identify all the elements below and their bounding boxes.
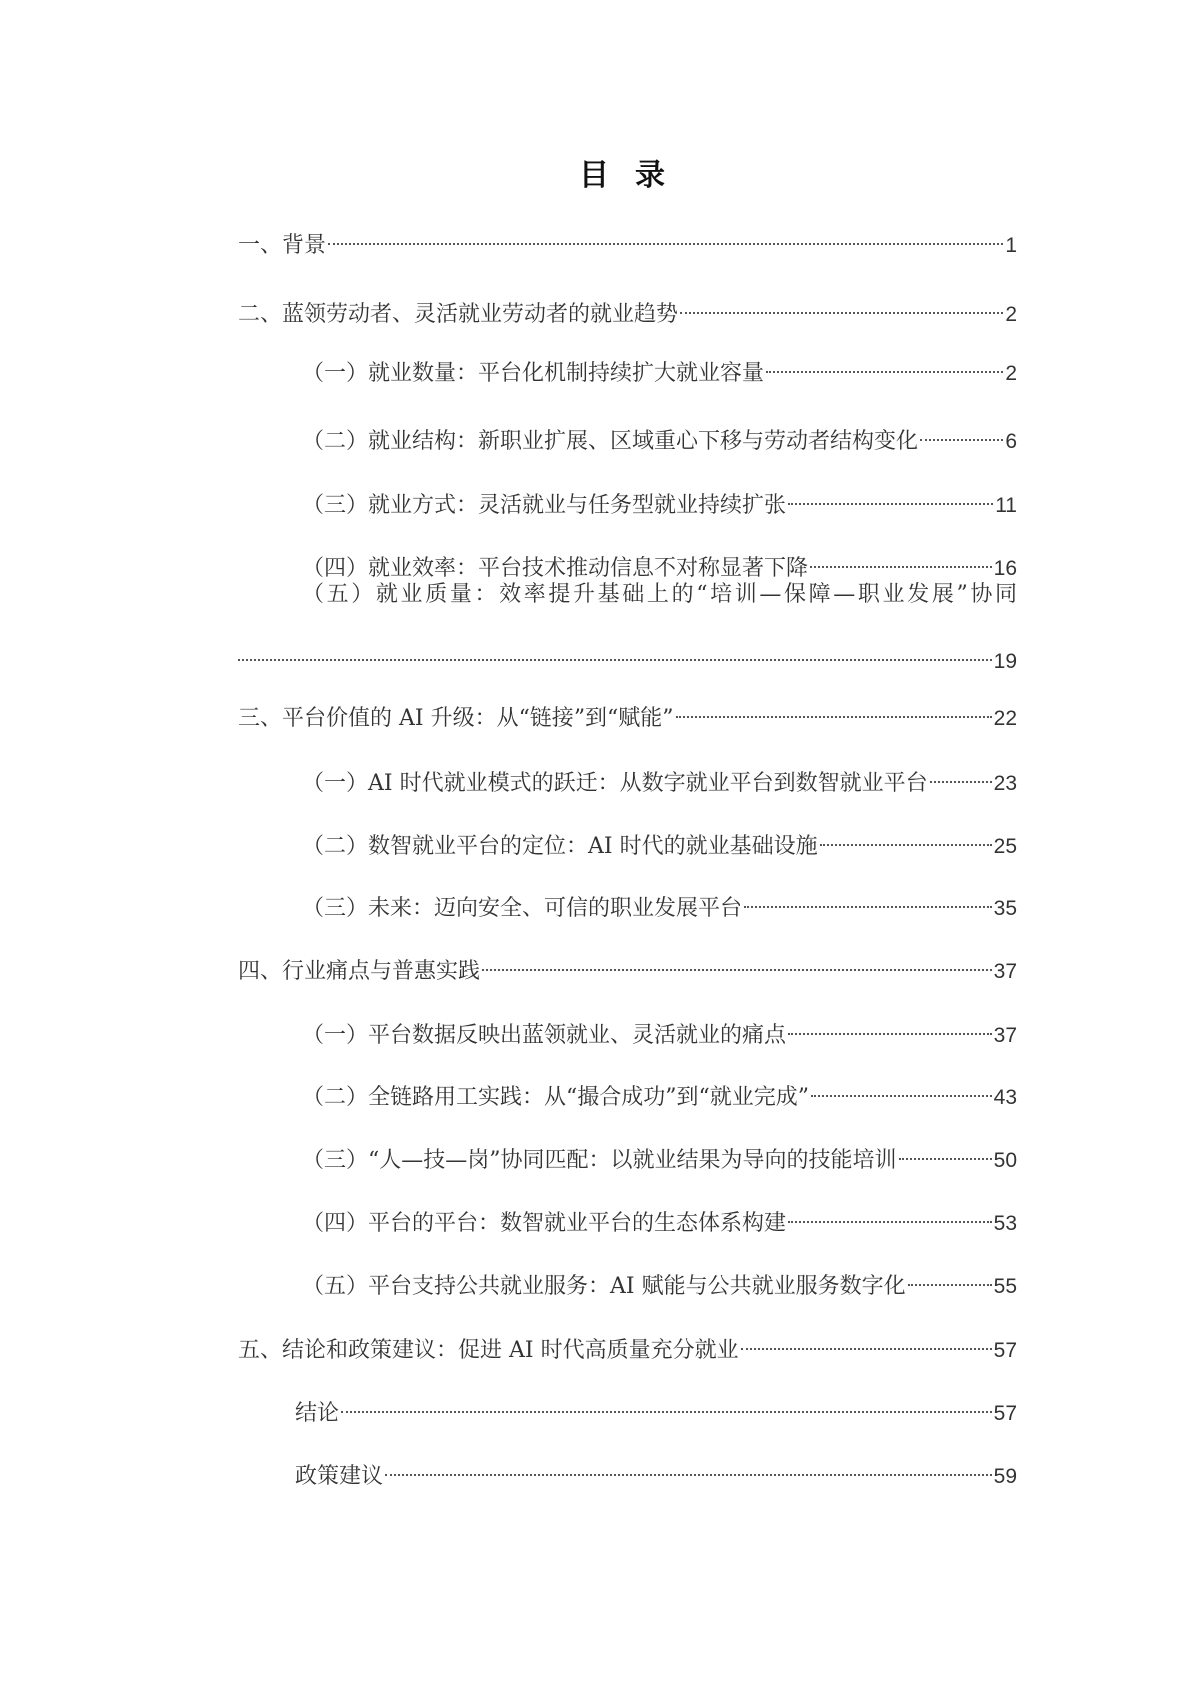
toc-entry-text: （五）就业质量：效率提升基础上的“培训—保障—职业发展”协同 — [302, 582, 1017, 607]
toc-entry[interactable] — [238, 1327, 1017, 1363]
dot-leader — [328, 222, 1003, 252]
dot-leader — [680, 291, 1003, 321]
toc-entry[interactable] — [302, 545, 1017, 581]
toc-page-number: 23 — [993, 772, 1017, 795]
toc-entry-text: （三）“人—技—岗”协同匹配：以就业结果为导向的技能培训 — [302, 1148, 897, 1173]
dot-leader — [788, 482, 993, 512]
toc-entry-continuation[interactable] — [238, 638, 1017, 673]
toc-entry-text: 一、背景 — [238, 233, 327, 258]
toc-page-number: 55 — [993, 1275, 1017, 1298]
toc-entry-text: 政策建议 — [295, 1464, 384, 1489]
toc-page-number: 1 — [1005, 234, 1017, 257]
toc-page-number: 11 — [995, 494, 1017, 517]
toc-page-number: 16 — [993, 557, 1017, 580]
dot-leader — [820, 823, 992, 853]
toc-page-number: 2 — [1005, 362, 1017, 385]
toc-entry[interactable] — [238, 948, 1017, 984]
toc-entry-text: （二）数智就业平台的定位：AI 时代的就业基础设施 — [302, 834, 818, 859]
toc-entry-text: （三）未来：迈向安全、可信的职业发展平台 — [302, 896, 743, 921]
toc-entry[interactable] — [302, 482, 1017, 518]
toc-page-number: 2 — [1005, 303, 1017, 326]
toc-entry[interactable] — [302, 1074, 1017, 1110]
toc-entry[interactable] — [238, 695, 1017, 731]
dot-leader — [811, 1074, 992, 1104]
toc-entry-text: （一）AI 时代就业模式的跃迁：从数字就业平台到数智就业平台 — [302, 771, 928, 796]
dot-leader — [741, 1327, 992, 1357]
toc-entry[interactable] — [295, 1390, 1017, 1426]
toc-entry[interactable] — [302, 823, 1017, 859]
toc-entry[interactable] — [238, 291, 1017, 327]
toc-entry[interactable] — [238, 222, 1017, 258]
toc-page-number: 50 — [993, 1149, 1017, 1172]
toc-entry-text: （四）就业效率：平台技术推动信息不对称显著下降 — [302, 556, 809, 581]
toc-page-number: 37 — [993, 960, 1017, 983]
toc-page-number: 6 — [1005, 430, 1017, 453]
toc-entry[interactable] — [295, 1453, 1017, 1489]
toc-entry[interactable] — [302, 350, 1017, 386]
dot-leader — [920, 418, 1003, 448]
dot-leader — [930, 760, 992, 790]
toc-entry-text: 五、结论和政策建议：促进 AI 时代高质量充分就业 — [238, 1338, 739, 1363]
toc-entry[interactable] — [302, 1263, 1017, 1299]
toc-entry-text: （一）就业数量：平台化机制持续扩大就业容量 — [302, 361, 765, 386]
dot-leader — [385, 1453, 992, 1483]
toc-entry-text: （三）就业方式：灵活就业与任务型就业持续扩张 — [302, 493, 787, 518]
toc-page-number: 37 — [993, 1024, 1017, 1047]
toc-page-number: 57 — [993, 1339, 1017, 1362]
toc-entry-text: （四）平台的平台：数智就业平台的生态体系构建 — [302, 1211, 787, 1236]
toc-entry-text: 结论 — [295, 1401, 340, 1426]
toc-entry-text: （一）平台数据反映出蓝领就业、灵活就业的痛点 — [302, 1023, 787, 1048]
dot-leader — [482, 948, 992, 978]
dot-leader — [676, 695, 992, 725]
toc-entry-text: （二）就业结构：新职业扩展、区域重心下移与劳动者结构变化 — [302, 429, 919, 454]
toc-page-number: 43 — [993, 1086, 1017, 1109]
toc-entry[interactable] — [302, 760, 1017, 796]
toc-page-number: 35 — [993, 897, 1017, 920]
toc-page-number: 22 — [993, 707, 1017, 730]
toc-entry-text: 四、行业痛点与普惠实践 — [238, 959, 481, 984]
dot-leader — [899, 1137, 992, 1167]
toc-page-number: 59 — [993, 1465, 1017, 1488]
dot-leader — [744, 885, 992, 915]
dot-leader — [788, 1200, 992, 1230]
toc-entry-wrapped[interactable] — [302, 580, 1017, 610]
toc-entry[interactable] — [302, 885, 1017, 921]
toc-page-number: 57 — [993, 1402, 1017, 1425]
dot-leader — [238, 638, 992, 668]
dot-leader — [908, 1263, 992, 1293]
toc-entry[interactable] — [302, 1137, 1017, 1173]
toc-entry[interactable] — [302, 418, 1017, 454]
dot-leader — [810, 545, 992, 575]
toc-page-number: 25 — [993, 835, 1017, 858]
dot-leader — [341, 1390, 992, 1420]
dot-leader — [788, 1012, 992, 1042]
toc-entry-text: （五）平台支持公共就业服务：AI 赋能与公共就业服务数字化 — [302, 1274, 906, 1299]
dot-leader — [766, 350, 1003, 380]
toc-page-number: 19 — [993, 650, 1017, 673]
toc-entry[interactable] — [302, 1012, 1017, 1048]
toc-title: 目录 — [579, 158, 691, 193]
toc-entry-text: 二、蓝领劳动者、灵活就业劳动者的就业趋势 — [238, 302, 679, 327]
toc-entry-text: （二）全链路用工实践：从“撮合成功”到“就业完成” — [302, 1085, 809, 1110]
toc-entry[interactable] — [302, 1200, 1017, 1236]
toc-page-number: 53 — [993, 1212, 1017, 1235]
toc-entry-text: 三、平台价值的 AI 升级：从“链接”到“赋能” — [238, 706, 674, 731]
